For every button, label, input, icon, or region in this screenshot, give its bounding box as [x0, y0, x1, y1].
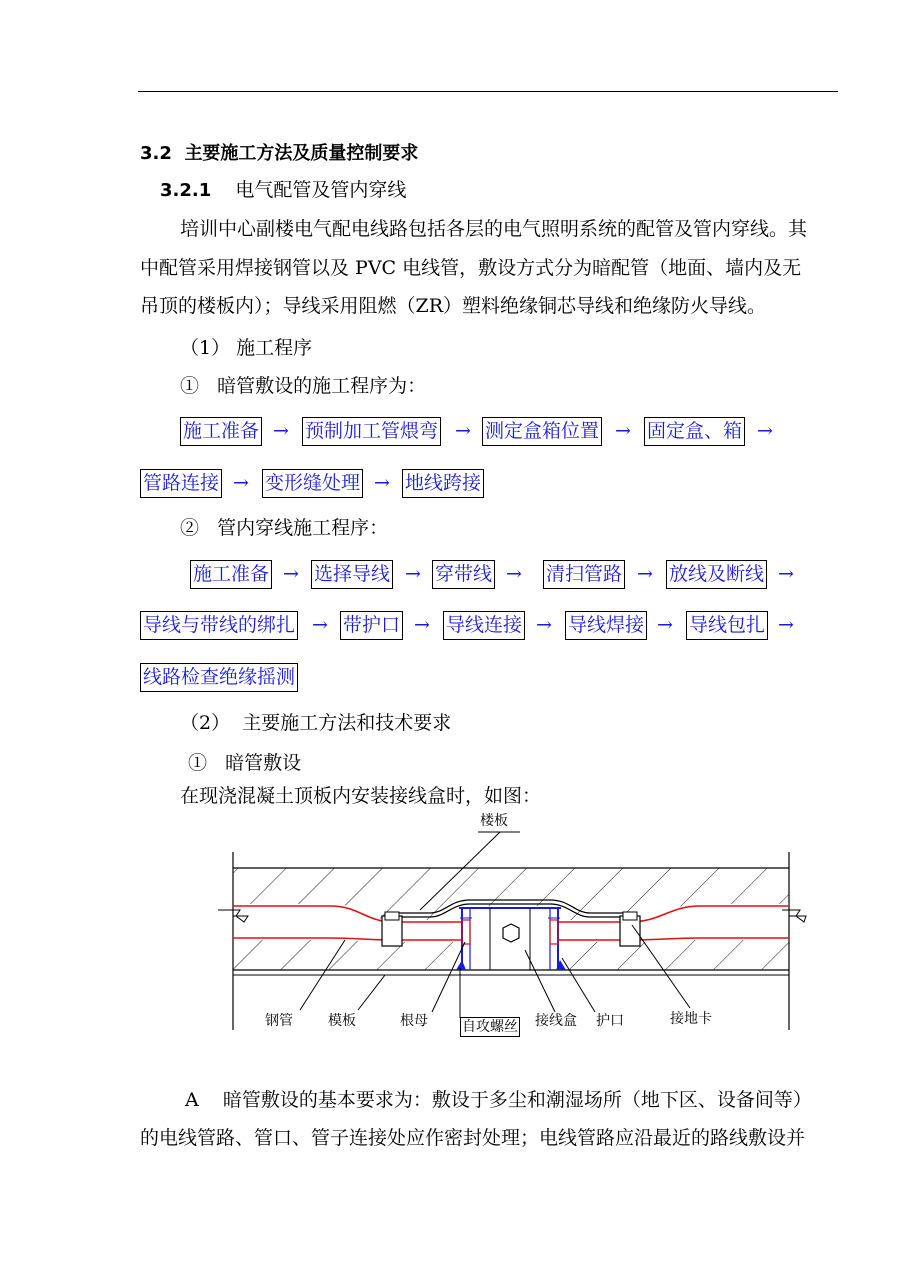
flow2-step: 导线焊接 [565, 611, 647, 640]
flow1-step: 预制加工管煨弯 [302, 417, 441, 446]
label-ground-clip: 接地卡 [670, 1011, 712, 1027]
sub1-number: ① [180, 375, 200, 397]
flow-arrow: → [414, 614, 430, 636]
flow1-step: 地线跨接 [402, 469, 484, 498]
paragraph-a-line-1 [185, 1088, 812, 1112]
flow-arrow: → [405, 563, 421, 585]
intro-line-3: 吊顶的楼板内）；导线采用阻燃（ZR）塑料绝缘铜芯导线和绝缘防火导线。 [140, 295, 767, 317]
flow-arrow: → [283, 563, 299, 585]
flow2-step: 导线与带线的绑扎 [140, 611, 298, 640]
item1-title: 施工程序 [236, 337, 313, 359]
flow1-step: 变形缝处理 [262, 469, 363, 498]
leader-formwork [358, 975, 385, 1010]
flow2-step: 清扫管路 [543, 560, 625, 589]
flow-arrow: → [233, 472, 249, 494]
flow1-step: 固定盒、箱 [644, 417, 745, 446]
flow-arrow: → [757, 420, 773, 442]
sub3-number: ① [188, 752, 208, 774]
label-bushing: 护口 [596, 1013, 624, 1029]
flow-arrow: → [778, 614, 794, 636]
box-cutout [460, 906, 560, 970]
sub2-title: 管内穿线施工程序： [217, 517, 389, 539]
sub1-title: 暗管敷设的施工程序为： [217, 375, 427, 397]
label-formwork: 模板 [328, 1013, 356, 1029]
paragraph-a-marker: A [185, 1089, 199, 1111]
subsection-number: 3.2.1 [160, 180, 212, 201]
flow-arrow: → [506, 563, 522, 585]
item2-number: （2） [180, 712, 231, 734]
sub2-number: ② [180, 517, 200, 539]
intro-line-1: 培训中心副楼电气配电线路包括各层的电气照明系统的配管及管内穿线。其 [180, 218, 808, 240]
flow2-step: 穿带线 [432, 560, 495, 589]
flow-arrow: → [273, 420, 289, 442]
flow2-step: 放线及断线 [666, 560, 767, 589]
subsection-title: 电气配管及管内穿线 [235, 179, 407, 201]
flow2-step: 导线连接 [443, 611, 525, 640]
label-steel-pipe: 钢管 [265, 1013, 293, 1029]
figure-caption: 在现浇混凝土顶板内安装接线盒时，如图： [180, 785, 542, 807]
section-number: 3.2 [140, 143, 172, 164]
item2-title: 主要施工方法和技术要求 [242, 712, 452, 734]
label-lock-nut: 根母 [400, 1013, 428, 1029]
label-junction-box: 接线盒 [535, 1013, 577, 1029]
flow-arrow: → [536, 614, 552, 636]
label-slab: 楼板 [480, 813, 508, 829]
flow-arrow: → [778, 563, 794, 585]
flow-arrow: → [657, 614, 673, 636]
flow1-step: 测定盒箱位置 [482, 417, 602, 446]
flow1-step: 施工准备 [180, 417, 262, 446]
paragraph-a-line-2: 的电线管路、管口、管子连接处应作密封处理；电线管路应沿最近的路线敷设并 [140, 1127, 806, 1149]
flow2-step: 带护口 [340, 611, 403, 640]
flow-arrow: → [615, 420, 631, 442]
paragraph-a-text-1: 暗管敷设的基本要求为：敷设于多尘和潮湿场所（地下区、设备间等） [222, 1089, 812, 1111]
flow-arrow: → [637, 563, 653, 585]
flow1-step: 管路连接 [140, 469, 222, 498]
flow-arrow: → [374, 472, 390, 494]
flow-arrow: → [455, 420, 471, 442]
item1-number: （1） [180, 337, 231, 359]
flow2-step: 选择导线 [311, 560, 393, 589]
flow2-step: 线路检查绝缘摇测 [140, 663, 298, 692]
label-self-tapping-screw: 自攻螺丝 [462, 1019, 518, 1035]
flow2-step: 导线包扎 [686, 611, 768, 640]
section-title: 主要施工方法及质量控制要求 [184, 143, 419, 164]
flow-arrow: → [312, 614, 328, 636]
flow2-step: 施工准备 [190, 560, 272, 589]
sub3-title: 暗管敷设 [225, 752, 302, 774]
intro-line-2: 中配管采用焊接钢管以及 PVC 电线管，敷设方式分为暗配管（地面、墙内及无 [140, 257, 802, 279]
